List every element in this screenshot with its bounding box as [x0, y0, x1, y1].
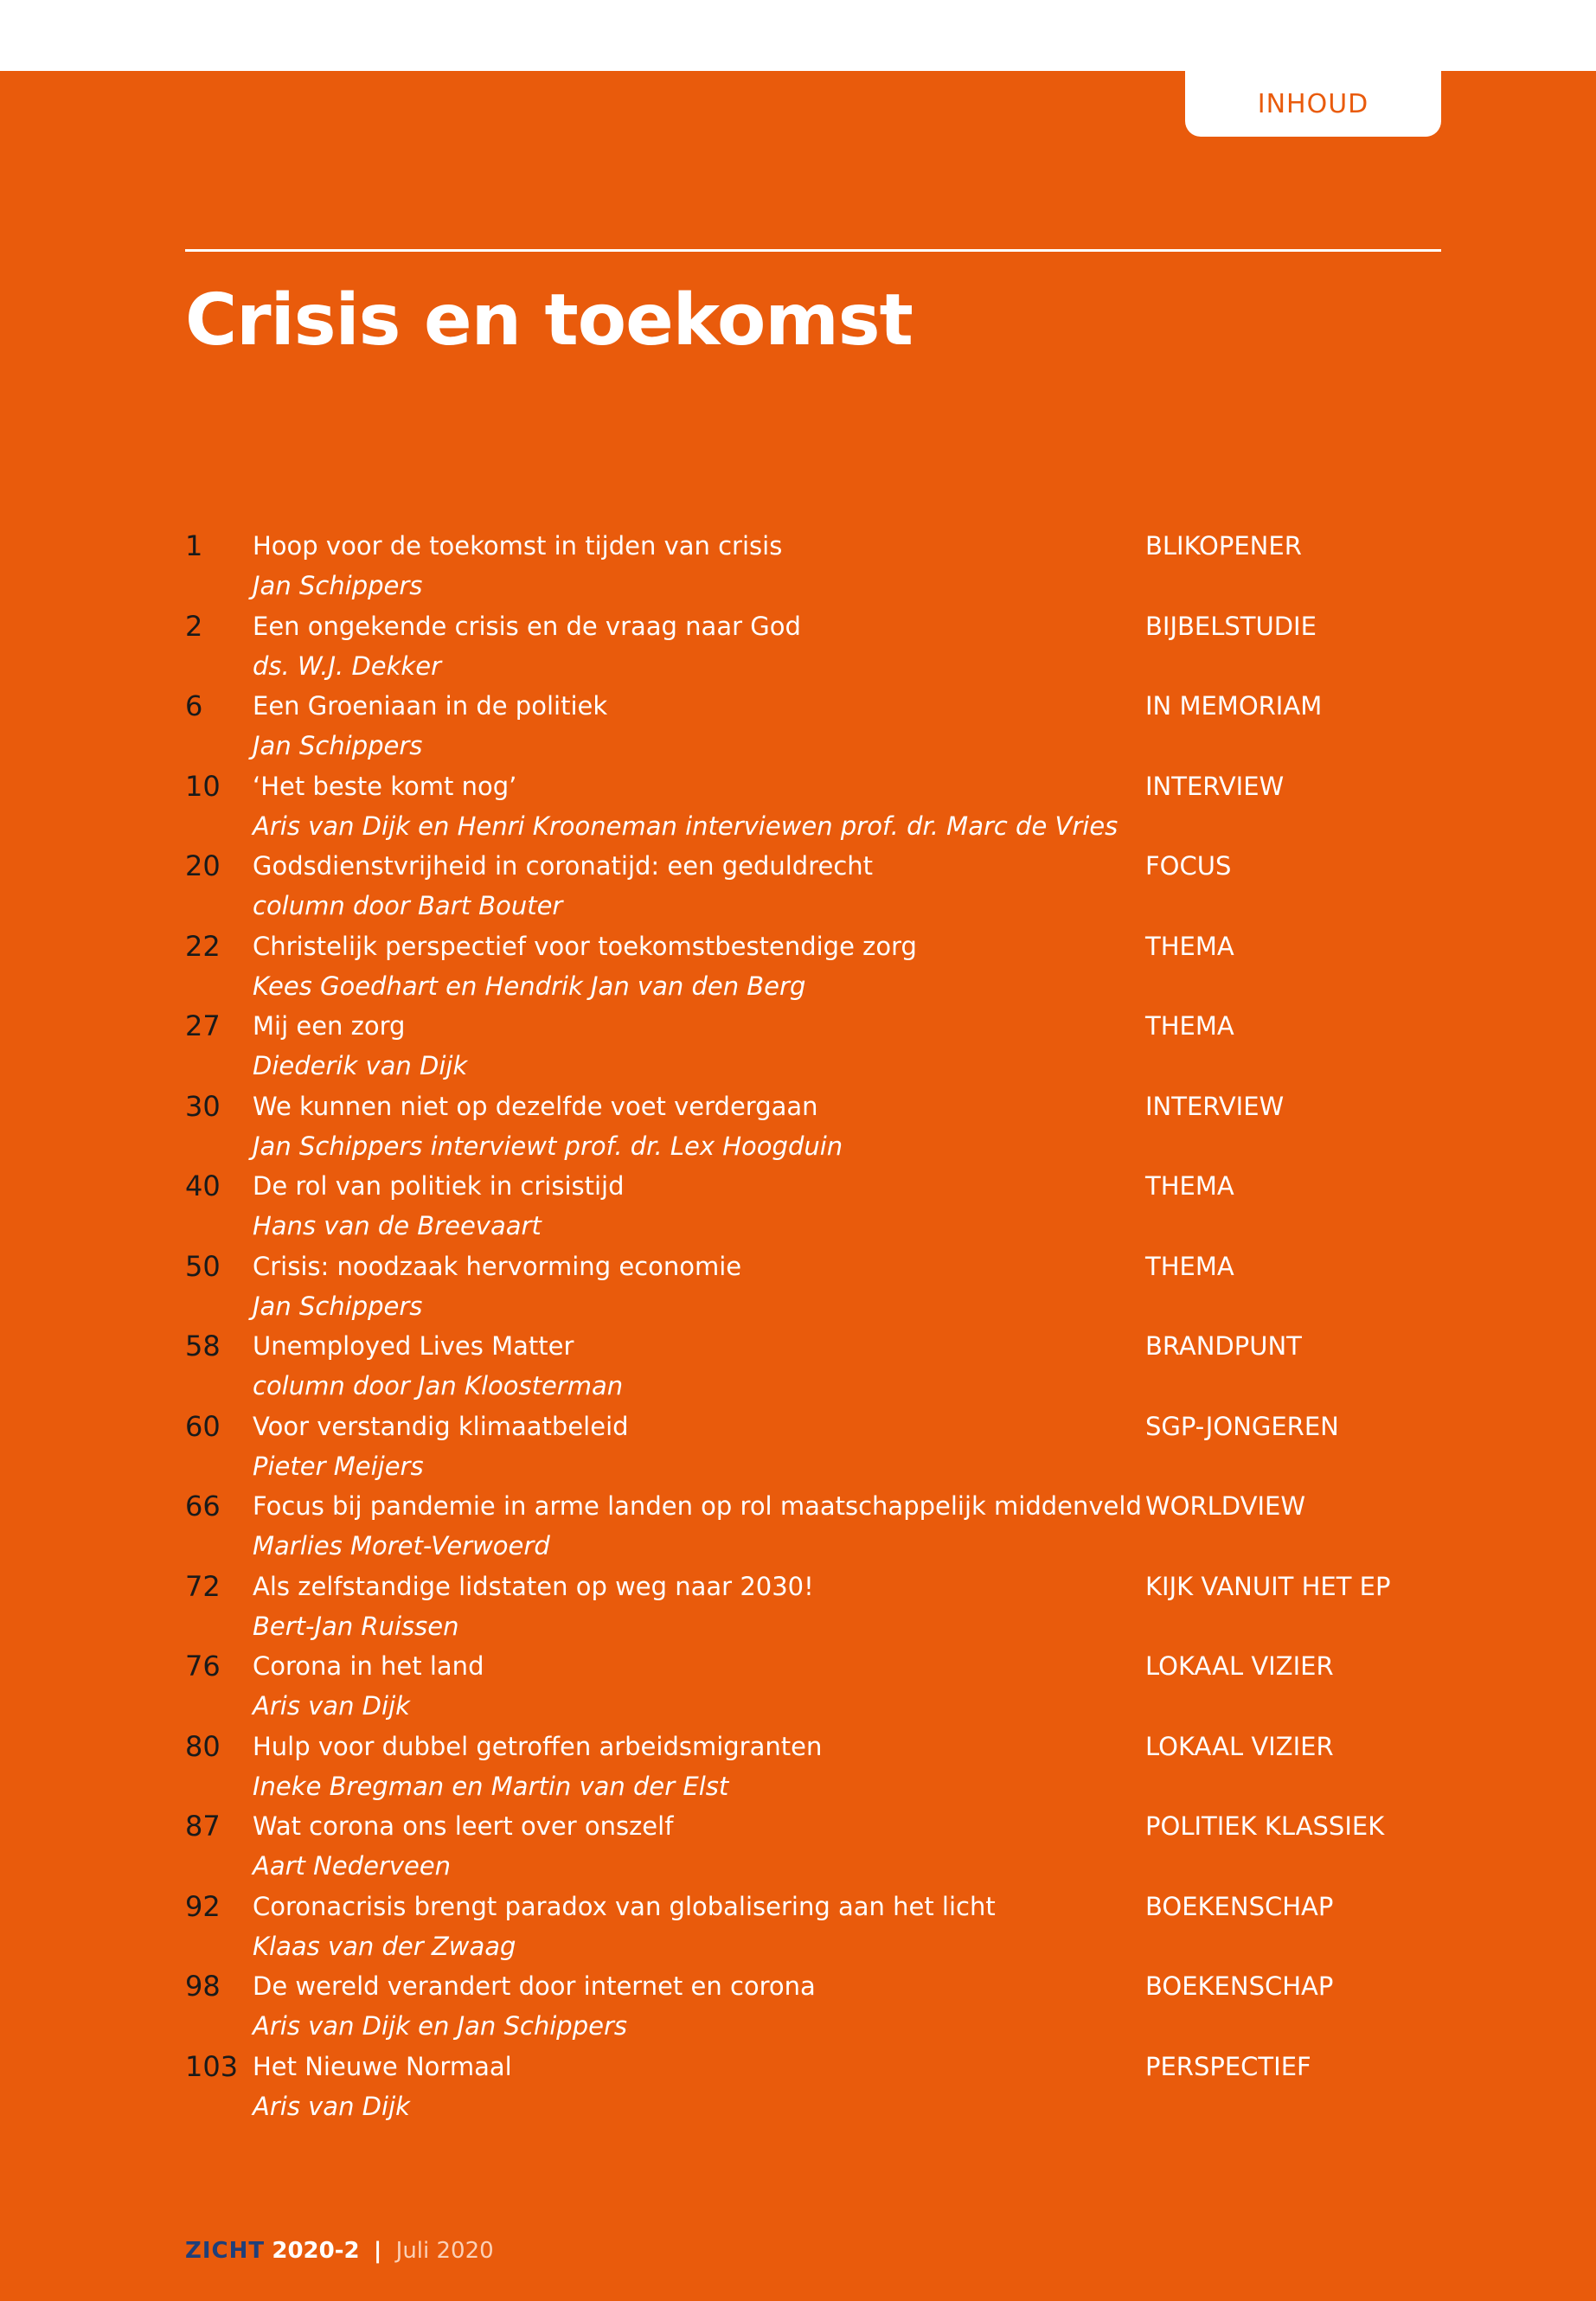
page-number: 87 — [185, 1810, 221, 1843]
page-number: 76 — [185, 1650, 221, 1682]
article-author: Ineke Bregman en Martin van der Elst — [253, 1771, 729, 1801]
page-number: 2 — [185, 609, 203, 643]
toc-entry — [185, 843, 1441, 923]
article-category: BOEKENSCHAP — [1145, 1891, 1334, 1921]
toc-entry — [185, 1643, 1441, 1723]
magazine-brand: ZICHT — [185, 2238, 266, 2264]
article-category: SGP-JONGEREN — [1145, 1411, 1339, 1441]
issue-number: 2020-2 — [272, 2238, 360, 2264]
page-number: 58 — [185, 1330, 221, 1362]
article-category: THEMA — [1145, 1011, 1234, 1041]
article-author: column door Bart Bouter — [253, 891, 563, 920]
article-category: THEMA — [1145, 1171, 1234, 1201]
toc-entry — [185, 1483, 1441, 1563]
article-author: ds. W.J. Dekker — [253, 651, 441, 681]
toc-entry — [185, 522, 1441, 603]
toc-entry — [185, 2043, 1441, 2124]
article-category: INTERVIEW — [1145, 1091, 1285, 1121]
article-title: Hulp voor dubbel getroffen arbeidsmigranten — [253, 1731, 823, 1761]
toc-entry — [185, 603, 1441, 683]
page-background — [0, 71, 1596, 2301]
toc-entry — [185, 1723, 1441, 1804]
page-number: 20 — [185, 849, 221, 882]
toc-entry — [185, 1003, 1441, 1083]
toc-entry — [185, 1883, 1441, 1964]
article-title: Hoop voor de toekomst in tijden van crisis — [253, 531, 783, 561]
toc-entry — [185, 1323, 1441, 1403]
article-title: Voor verstandig klimaatbeleid — [253, 1411, 629, 1441]
article-title: Wat corona ons leert over onszelf — [253, 1811, 674, 1841]
article-author: Bert-Jan Ruissen — [253, 1611, 459, 1641]
page-number: 60 — [185, 1409, 221, 1443]
article-author: Hans van de Breevaart — [253, 1211, 542, 1240]
page-number: 72 — [185, 1569, 221, 1603]
article-category: IN MEMORIAM — [1145, 691, 1323, 721]
title-rule — [185, 249, 1441, 252]
issue-date: Juli 2020 — [395, 2238, 494, 2264]
page-number: 98 — [185, 1970, 221, 2003]
toc-entry — [185, 683, 1441, 763]
toc-entry — [185, 1563, 1441, 1644]
article-title: Crisis: noodzaak hervorming economie — [253, 1251, 742, 1281]
article-author: Aris van Dijk en Jan Schippers — [253, 2011, 627, 2041]
article-category: THEMA — [1145, 931, 1234, 961]
toc-entry — [185, 1403, 1441, 1484]
table-of-contents — [185, 522, 1441, 2123]
article-author: Aart Nederveen — [253, 1851, 452, 1881]
article-author: Aris van Dijk en Henri Krooneman interviewen prof. dr. Marc de Vries — [253, 811, 1118, 841]
article-author: Aris van Dijk — [253, 1691, 410, 1721]
article-title: Mij een zorg — [253, 1011, 406, 1041]
article-author: Aris van Dijk — [253, 2091, 410, 2121]
article-title: Corona in het land — [253, 1651, 484, 1681]
article-author: Jan Schippers — [253, 1291, 423, 1321]
page-number: 80 — [185, 1729, 221, 1763]
toc-entry — [185, 1083, 1441, 1163]
article-category: BLIKOPENER — [1145, 531, 1302, 561]
article-author: Kees Goedhart en Hendrik Jan van den Berg — [253, 971, 806, 1001]
article-category: LOKAAL VIZIER — [1145, 1731, 1334, 1761]
toc-entry — [185, 1963, 1441, 2043]
page-number: 6 — [185, 689, 203, 722]
article-author: Jan Schippers — [253, 571, 423, 600]
article-title: Unemployed Lives Matter — [253, 1331, 574, 1361]
article-category: BRANDPUNT — [1145, 1331, 1302, 1361]
article-category: THEMA — [1145, 1251, 1234, 1281]
article-title: Coronacrisis brengt paradox van globalisering aan het licht — [253, 1891, 996, 1921]
article-author: Diederik van Dijk — [253, 1051, 468, 1080]
article-title: De rol van politiek in crisistijd — [253, 1171, 625, 1201]
page-title: Crisis en toekomst — [185, 279, 913, 362]
toc-entry — [185, 1803, 1441, 1883]
toc-entry — [185, 923, 1441, 1003]
toc-entry — [185, 1163, 1441, 1243]
article-category: POLITIEK KLASSIEK — [1145, 1811, 1385, 1841]
article-author: Jan Schippers interviewt prof. dr. Lex Hoogduin — [253, 1131, 843, 1161]
footer-separator: | — [373, 2238, 382, 2264]
page-number: 22 — [185, 929, 221, 963]
page-number: 30 — [185, 1089, 221, 1123]
article-title: Christelijk perspectief voor toekomstbestendige zorg — [253, 931, 917, 961]
page-number: 1 — [185, 529, 203, 562]
article-author: column door Jan Kloosterman — [253, 1371, 624, 1400]
article-category: FOCUS — [1145, 851, 1232, 881]
article-category: PERSPECTIEF — [1145, 2051, 1311, 2081]
section-tab: INHOUD — [1185, 71, 1441, 137]
page-number: 10 — [185, 769, 221, 803]
toc-entry — [185, 763, 1441, 843]
page-number: 66 — [185, 1490, 221, 1522]
article-title: Een Groeniaan in de politiek — [253, 691, 608, 721]
article-category: LOKAAL VIZIER — [1145, 1651, 1334, 1681]
article-category: WORLDVIEW — [1145, 1491, 1306, 1521]
article-category: BOEKENSCHAP — [1145, 1971, 1334, 2001]
article-title: Als zelfstandige lidstaten op weg naar 2030! — [253, 1571, 814, 1601]
article-title: De wereld verandert door internet en corona — [253, 1971, 816, 2001]
article-title: Focus bij pandemie in arme landen op rol maatschappelijk middenveld — [253, 1491, 1142, 1521]
article-title: We kunnen niet op dezelfde voet verdergaan — [253, 1091, 818, 1121]
article-title: Godsdienstvrijheid in coronatijd: een geduldrecht — [253, 851, 874, 881]
article-title: Het Nieuwe Normaal — [253, 2051, 512, 2081]
article-category: KIJK VANUIT HET EP — [1145, 1571, 1391, 1601]
article-category: INTERVIEW — [1145, 771, 1285, 801]
article-author: Pieter Meijers — [253, 1451, 424, 1481]
page-number: 103 — [185, 2049, 239, 2083]
page-footer — [185, 2234, 494, 2268]
article-author: Marlies Moret-Verwoerd — [253, 1531, 550, 1561]
article-title: Een ongekende crisis en de vraag naar God — [253, 611, 801, 641]
article-author: Jan Schippers — [253, 731, 423, 760]
toc-entry — [185, 1243, 1441, 1324]
page-number: 27 — [185, 1009, 221, 1042]
page-number: 40 — [185, 1170, 221, 1202]
article-title: ‘Het beste komt nog’ — [253, 771, 517, 801]
article-author: Klaas van der Zwaag — [253, 1931, 516, 1961]
article-category: BIJBELSTUDIE — [1145, 611, 1317, 641]
page-number: 92 — [185, 1889, 221, 1923]
page-number: 50 — [185, 1249, 221, 1283]
